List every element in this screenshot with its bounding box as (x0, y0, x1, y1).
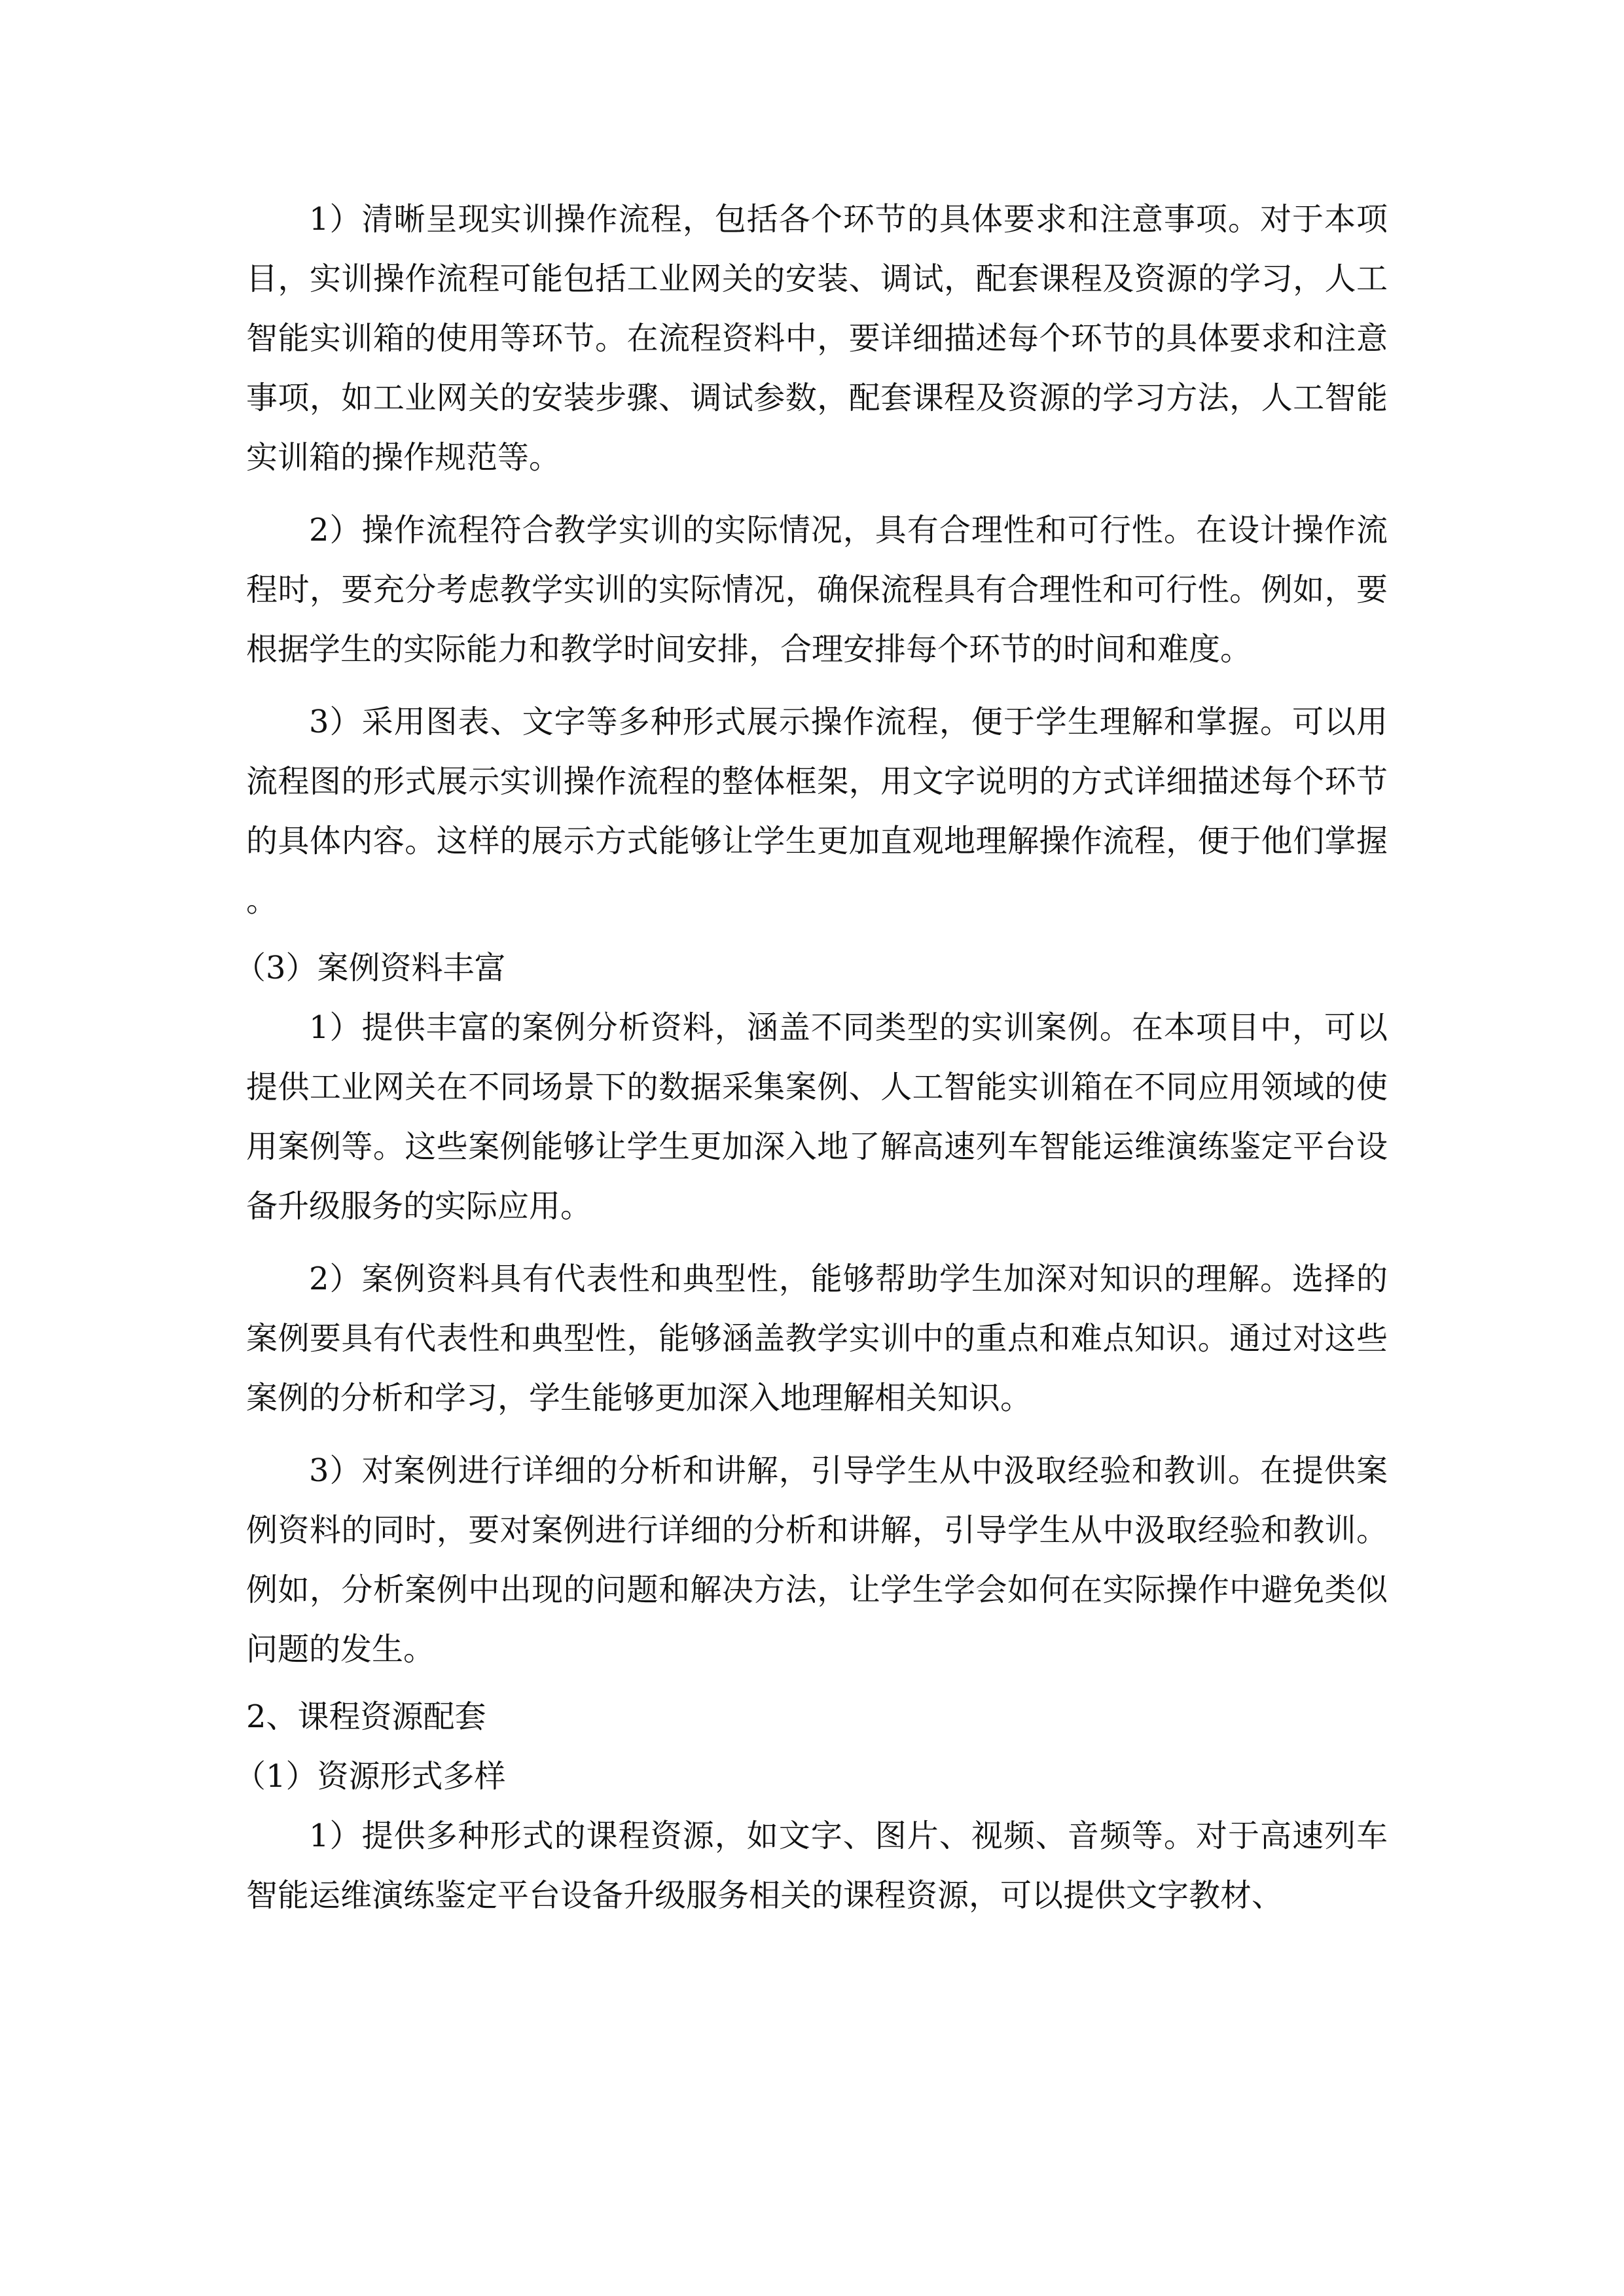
paragraph-process-display: 3）采用图表、文字等多种形式展示操作流程，便于学生理解和掌握。可以用流程图的形式展示实训操作流程的整体框架，用文字说明的方式详细描述每个环节的具体内容。这样的展示方式能够让学生更加直观地理解操作流程，便于他们掌握。 (246, 704, 1388, 919)
document-body (234, 190, 1388, 1939)
paragraph-case-variety: 1）提供丰富的案例分析资料，涵盖不同类型的实训案例。在本项目中，可以提供工业网关在不同场景下的数据采集案例、人工智能实训箱在不同应用领域的使用案例等。这些案例能够让学生更加深入地了解高速列车智能运维演练鉴定平台设备升级服务的实际应用。 (246, 1009, 1388, 1225)
paragraph-process-clarity: 1）清晰呈现实训操作流程，包括各个环节的具体要求和注意事项。对于本项目，实训操作流程可能包括工业网关的安装、调试，配套课程及资源的学习，人工智能实训箱的使用等环节。在流程资料中，要详细描述每个环节的具体要求和注意事项，如工业网关的安装步骤、调试参数，配套课程及资源的学习方法，人工智能实训箱的操作规范等。 (246, 201, 1388, 476)
paragraph-case-analysis: 3）对案例进行详细的分析和讲解，引导学生从中汲取经验和教训。在提供案例资料的同时，要对案例进行详细的分析和讲解，引导学生从中汲取经验和教训。例如，分析案例中出现的问题和解决方法，让学生学会如何在实际操作中避免类似问题的发生。 (246, 1452, 1388, 1668)
subheading-resource-forms: （1）资源形式多样 (234, 1758, 506, 1795)
paragraph-resource-types: 1）提供多种形式的课程资源，如文字、图片、视频、音频等。对于高速列车智能运维演练鉴定平台设备升级服务相关的课程资源，可以提供文字教材、 (246, 1818, 1388, 1914)
subheading-case-materials: （3）案例资料丰富 (234, 950, 506, 986)
paragraph-case-representative: 2）案例资料具有代表性和典型性，能够帮助学生加深对知识的理解。选择的案例要具有代表性和典型性，能够涵盖教学实训中的重点和难点知识。通过对这些案例的分析和学习，学生能够更加深入地理解相关知识。 (246, 1261, 1388, 1416)
heading-course-resources: 2、课程资源配套 (246, 1698, 486, 1735)
paragraph-process-feasibility: 2）操作流程符合教学实训的实际情况，具有合理性和可行性。在设计操作流程时，要充分考虑教学实训的实际情况，确保流程具有合理性和可行性。例如，要根据学生的实际能力和教学时间安排，合理安排每个环节的时间和难度。 (246, 512, 1388, 668)
